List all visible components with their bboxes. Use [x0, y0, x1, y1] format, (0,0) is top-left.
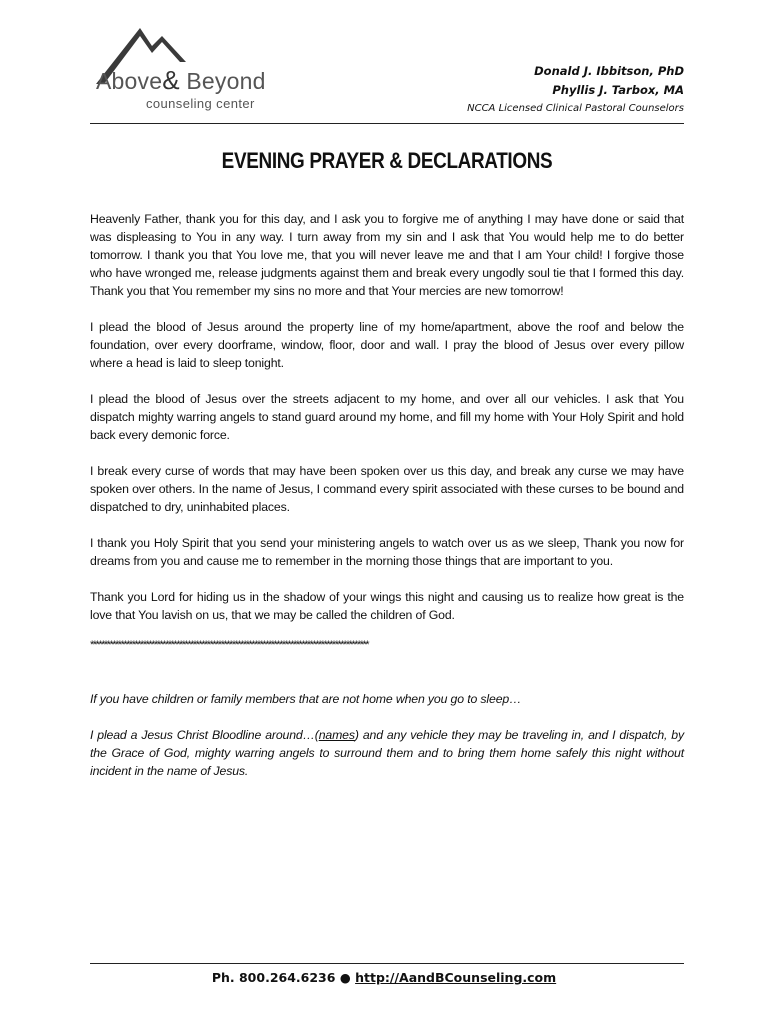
counselor-name-2: Phyllis J. Tarbox, MA [552, 83, 684, 97]
bloodline-text-after: ) and any vehicle they may be traveling in, and I dispatch, by the Grace of God, mighty warring angels to surround them and to bring them home safely this night without incident in the name of Jesus. [90, 728, 684, 778]
paragraph: I break every curse of words that may have been spoken over us this day, and break any curse we may have spoken over others. In the name of Jesus, I command every spirit associated with these curses to be bound and dispatched to dry, uninhabited places. [90, 464, 684, 514]
paragraph: I plead the blood of Jesus around the property line of my home/apartment, above the roof and below the foundation, over every doorframe, window, floor, door and wall. I pray the blood of Jesus over every pillow where a head is laid to sleep tonight. [90, 320, 684, 370]
italic-intro: If you have children or family members that are not home when you go to sleep… [90, 692, 522, 706]
paragraph: Thank you Lord for hiding us in the shadow of your wings this night and causing us to realize how great is the love that You lavish on us, that we may be called the children of God. [90, 590, 684, 622]
logo [94, 26, 309, 118]
logo-subtitle: counseling center [146, 96, 255, 111]
footer-phone: Ph. 800.264.6236 [211, 970, 336, 985]
paragraph: I plead the blood of Jesus over the streets adjacent to my home, and over all our vehicles. I ask that You dispatch mighty warring angels to stand guard around my home, and fill my home with Your Holy Spirit and hold back every demonic force. [90, 392, 684, 442]
counselor-credential: NCCA Licensed Clinical Pastoral Counselors [467, 103, 684, 114]
counselor-name-1: Donald J. Ibbitson, PhD [534, 64, 684, 78]
paragraph: Heavenly Father, thank you for this day, and I ask you to forgive me of anything I may have done or said that was displeasing to You in any way. I turn away from my sin and I ask that You would help me to do better tomorrow. I thank you that You love me, that you will never leave me and that I am Your child! I forgive those who have wronged me, release judgments against them and break every ungodly soul tie that I formed this day. Thank you that You remember my sins no more and that Your mercies are new tomorrow! [90, 212, 684, 298]
paragraph: I thank you Holy Spirit that you send your ministering angels to watch over us as we sleep, Thank you now for dreams from you and cause me to remember in the morning those things that are important to you. [90, 536, 684, 568]
bloodline-prayer [90, 726, 684, 780]
bullet-icon: ● [339, 970, 351, 985]
names-placeholder: names [318, 728, 355, 742]
logo-name: Above& Beyond [96, 65, 266, 95]
asterisk-separator: **************************************************************************************************** [90, 639, 369, 651]
document-body [90, 210, 684, 798]
page-title: EVENING PRAYER & DECLARATIONS [221, 148, 553, 173]
header-divider [90, 123, 684, 124]
bloodline-text-before: I plead a Jesus Christ Bloodline around…( [90, 728, 319, 742]
footer [0, 970, 768, 985]
footer-divider [90, 963, 684, 964]
counselor-block [467, 62, 684, 117]
website-link[interactable]: http://AandBCounseling.com [355, 970, 557, 985]
